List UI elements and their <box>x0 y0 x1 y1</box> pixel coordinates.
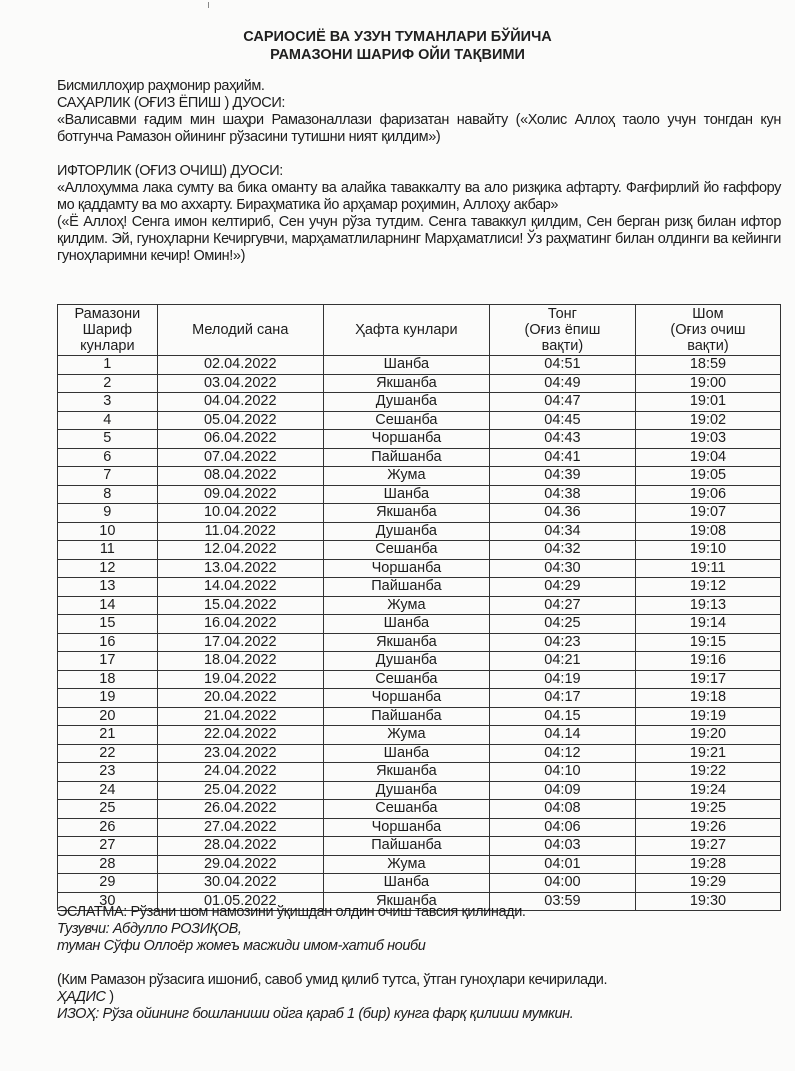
header-line: вақти) <box>687 338 729 354</box>
table-row <box>58 411 781 430</box>
cell-date: 17.04.2022 <box>157 633 323 652</box>
table-row <box>58 541 781 560</box>
cell-date: 26.04.2022 <box>157 800 323 819</box>
cell-weekday: Сешанба <box>323 541 489 560</box>
cell-day-number: 16 <box>58 633 158 652</box>
cell-date: 27.04.2022 <box>157 818 323 837</box>
iftar-section <box>57 163 781 265</box>
iftar-prayer: «Аллоҳумма лака сумту ва бика оманту ва алайка таваккалту ва ало ризқика афтарту. Фағфирлий йо ғаффору мо қаддамту ва мо аххарту. Бираҳматика йо арҳамар роҳимин, Аллоҳу акбар» <box>57 180 781 213</box>
cell-date: 06.04.2022 <box>157 430 323 449</box>
cell-date: 02.04.2022 <box>157 356 323 375</box>
cell-date: 04.04.2022 <box>157 393 323 412</box>
basmala: Бисмиллоҳир раҳмонир раҳийм. <box>57 78 265 94</box>
cell-suhoor-time: 04:32 <box>489 541 635 560</box>
cell-weekday: Сешанба <box>323 411 489 430</box>
cell-iftar-time: 19:05 <box>635 467 780 486</box>
header-line: Шариф <box>82 322 133 338</box>
cell-date: 19.04.2022 <box>157 670 323 689</box>
cell-date: 25.04.2022 <box>157 781 323 800</box>
cell-day-number: 5 <box>58 430 158 449</box>
cell-date: 12.04.2022 <box>157 541 323 560</box>
cell-date: 28.04.2022 <box>157 837 323 856</box>
cell-iftar-time: 19:26 <box>635 818 780 837</box>
header-line: Ҳафта кунлари <box>355 322 458 338</box>
cell-iftar-time: 19:01 <box>635 393 780 412</box>
cell-suhoor-time: 04:51 <box>489 356 635 375</box>
table-row <box>58 374 781 393</box>
header-line: (Оғиз очиш <box>670 322 746 338</box>
cell-weekday: Пайшанба <box>323 578 489 597</box>
cell-day-number: 17 <box>58 652 158 671</box>
header-line: Рамазони <box>74 306 141 322</box>
cell-iftar-time: 19:19 <box>635 707 780 726</box>
suhoor-prayer: «Валисавми ғадим мин шаҳри Рамазоналлази фаризатан навайту («Холис Аллоҳ таоло учун тонгдан кун ботгунча Рамазон ойининг рўзасини тутишни ният қилдим») <box>57 112 781 145</box>
header-line: кунлари <box>80 338 135 354</box>
cell-iftar-time: 19:18 <box>635 689 780 708</box>
cell-day-number: 29 <box>58 874 158 893</box>
cell-suhoor-time: 04:41 <box>489 448 635 467</box>
cell-date: 05.04.2022 <box>157 411 323 430</box>
table-row <box>58 596 781 615</box>
hadith-source <box>57 989 781 1006</box>
table-row <box>58 837 781 856</box>
table-row <box>58 800 781 819</box>
cell-date: 23.04.2022 <box>157 744 323 763</box>
cell-iftar-time: 19:13 <box>635 596 780 615</box>
cell-date: 11.04.2022 <box>157 522 323 541</box>
cell-iftar-time: 19:04 <box>635 448 780 467</box>
cell-suhoor-time: 04:06 <box>489 818 635 837</box>
cell-iftar-time: 19:15 <box>635 633 780 652</box>
cell-date: 13.04.2022 <box>157 559 323 578</box>
iftar-heading: ИФТОРЛИК (ОҒИЗ ОЧИШ) ДУОСИ: <box>57 163 283 179</box>
table-row <box>58 781 781 800</box>
cell-date: 24.04.2022 <box>157 763 323 782</box>
cell-suhoor-time: 04:30 <box>489 559 635 578</box>
compiler-name: Тузувчи: Абдулло РОЗИҚОВ, <box>57 921 242 937</box>
cell-day-number: 20 <box>58 707 158 726</box>
cell-date: 29.04.2022 <box>157 855 323 874</box>
cell-suhoor-time: 04:12 <box>489 744 635 763</box>
table-row <box>58 430 781 449</box>
cell-weekday: Чоршанба <box>323 689 489 708</box>
cell-iftar-time: 19:11 <box>635 559 780 578</box>
cell-weekday: Шанба <box>323 356 489 375</box>
cell-weekday: Шанба <box>323 744 489 763</box>
cell-suhoor-time: 04:34 <box>489 522 635 541</box>
cell-suhoor-time: 04:21 <box>489 652 635 671</box>
cell-suhoor-time: 04:25 <box>489 615 635 634</box>
cell-iftar-time: 19:28 <box>635 855 780 874</box>
cell-weekday: Якшанба <box>323 504 489 523</box>
cell-suhoor-time: 04:09 <box>489 781 635 800</box>
header-line: вақти) <box>541 338 584 354</box>
cell-date: 21.04.2022 <box>157 707 323 726</box>
cell-iftar-time: 19:03 <box>635 430 780 449</box>
header-gregorian-date <box>157 305 323 356</box>
cell-day-number: 9 <box>58 504 158 523</box>
hadith-label: ҲАДИС <box>57 989 106 1005</box>
cell-weekday: Пайшанба <box>323 448 489 467</box>
cell-weekday: Душанба <box>323 393 489 412</box>
cell-day-number: 13 <box>58 578 158 597</box>
cell-weekday: Якшанба <box>323 892 489 911</box>
cell-iftar-time: 19:02 <box>635 411 780 430</box>
ramadan-calendar-table <box>57 304 781 911</box>
cell-iftar-time: 19:20 <box>635 726 780 745</box>
cell-iftar-time: 19:17 <box>635 670 780 689</box>
cell-date: 10.04.2022 <box>157 504 323 523</box>
table-row <box>58 652 781 671</box>
header-dusk-time <box>635 305 780 356</box>
cell-suhoor-time: 04.36 <box>489 504 635 523</box>
cell-iftar-time: 19:27 <box>635 837 780 856</box>
cell-date: 18.04.2022 <box>157 652 323 671</box>
cell-date: 09.04.2022 <box>157 485 323 504</box>
cell-suhoor-time: 04:17 <box>489 689 635 708</box>
cell-day-number: 22 <box>58 744 158 763</box>
table-row <box>58 874 781 893</box>
cell-weekday: Шанба <box>323 874 489 893</box>
header-line: Шом <box>692 306 724 322</box>
cell-day-number: 7 <box>58 467 158 486</box>
table-row <box>58 818 781 837</box>
cell-suhoor-time: 04.14 <box>489 726 635 745</box>
cell-weekday: Шанба <box>323 485 489 504</box>
cell-weekday: Жума <box>323 467 489 486</box>
cell-day-number: 24 <box>58 781 158 800</box>
cell-iftar-time: 19:06 <box>635 485 780 504</box>
cell-day-number: 2 <box>58 374 158 393</box>
title-line-2: РАМАЗОНИ ШАРИФ ОЙИ ТАҚВИМИ <box>270 47 525 63</box>
table-row <box>58 356 781 375</box>
table-row <box>58 467 781 486</box>
cell-suhoor-time: 04:19 <box>489 670 635 689</box>
table-row <box>58 633 781 652</box>
cell-suhoor-time: 04:08 <box>489 800 635 819</box>
title-line-1: САРИОСИЁ ВА УЗУН ТУМАНЛАРИ БЎЙИЧА <box>243 29 552 45</box>
header-line: Тонг <box>547 306 577 322</box>
intro-section <box>57 78 781 146</box>
cell-weekday: Якшанба <box>323 763 489 782</box>
cell-weekday: Якшанба <box>323 374 489 393</box>
cell-weekday: Жума <box>323 726 489 745</box>
cell-weekday: Якшанба <box>323 633 489 652</box>
cell-date: 30.04.2022 <box>157 874 323 893</box>
cell-iftar-time: 19:10 <box>635 541 780 560</box>
header-weekday <box>323 305 489 356</box>
cell-weekday: Душанба <box>323 781 489 800</box>
cell-iftar-time: 19:12 <box>635 578 780 597</box>
cell-day-number: 30 <box>58 892 158 911</box>
compiler-position: туман Сўфи Оллоёр жомеъ масжиди имом-хатиб ноиби <box>57 938 426 954</box>
cell-date: 15.04.2022 <box>157 596 323 615</box>
cell-iftar-time: 19:08 <box>635 522 780 541</box>
cell-day-number: 15 <box>58 615 158 634</box>
cell-suhoor-time: 04:47 <box>489 393 635 412</box>
cell-iftar-time: 19:24 <box>635 781 780 800</box>
table-row <box>58 707 781 726</box>
cell-suhoor-time: 04:38 <box>489 485 635 504</box>
cell-day-number: 3 <box>58 393 158 412</box>
table-row <box>58 726 781 745</box>
cell-iftar-time: 19:30 <box>635 892 780 911</box>
cell-day-number: 12 <box>58 559 158 578</box>
table-row <box>58 393 781 412</box>
suhoor-heading: САҲАРЛИК (ОҒИЗ ЁПИШ ) ДУОСИ: <box>57 95 286 111</box>
cell-weekday: Сешанба <box>323 800 489 819</box>
cell-weekday: Шанба <box>323 615 489 634</box>
table-row <box>58 855 781 874</box>
scan-mark <box>208 2 209 8</box>
table-header-row <box>58 305 781 356</box>
cell-iftar-time: 19:29 <box>635 874 780 893</box>
cell-suhoor-time: 04:45 <box>489 411 635 430</box>
notes-section <box>57 904 781 1023</box>
cell-date: 01.05.2022 <box>157 892 323 911</box>
cell-day-number: 11 <box>58 541 158 560</box>
cell-iftar-time: 19:25 <box>635 800 780 819</box>
cell-day-number: 10 <box>58 522 158 541</box>
cell-date: 22.04.2022 <box>157 726 323 745</box>
cell-date: 07.04.2022 <box>157 448 323 467</box>
cell-day-number: 6 <box>58 448 158 467</box>
cell-weekday: Пайшанба <box>323 707 489 726</box>
table-row <box>58 448 781 467</box>
cell-day-number: 25 <box>58 800 158 819</box>
cell-suhoor-time: 04:01 <box>489 855 635 874</box>
cell-suhoor-time: 04:27 <box>489 596 635 615</box>
cell-day-number: 19 <box>58 689 158 708</box>
cell-date: 20.04.2022 <box>157 689 323 708</box>
cell-day-number: 4 <box>58 411 158 430</box>
hadith-close: ) <box>109 989 114 1005</box>
cell-day-number: 8 <box>58 485 158 504</box>
cell-date: 03.04.2022 <box>157 374 323 393</box>
header-ramadan-day <box>58 305 158 356</box>
clarification-note: ИЗОҲ: Рўза ойининг бошланиши ойга қараб 1 (бир) кунга фарқ қилиши мумкин. <box>57 1006 574 1022</box>
cell-iftar-time: 19:07 <box>635 504 780 523</box>
table-row <box>58 670 781 689</box>
header-line: Мелодий сана <box>192 322 289 338</box>
cell-suhoor-time: 04:49 <box>489 374 635 393</box>
table-body <box>58 356 781 911</box>
table-row <box>58 504 781 523</box>
header-dawn-time <box>489 305 635 356</box>
cell-weekday: Душанба <box>323 522 489 541</box>
cell-suhoor-time: 04:39 <box>489 467 635 486</box>
cell-day-number: 26 <box>58 818 158 837</box>
cell-suhoor-time: 04:10 <box>489 763 635 782</box>
reminder-note: ЭСЛАТМА: Рўзани шом намозини ўқишдан олдин очиш тавсия қилинади. <box>57 904 526 920</box>
table-row <box>58 485 781 504</box>
cell-suhoor-time: 04:23 <box>489 633 635 652</box>
cell-iftar-time: 19:16 <box>635 652 780 671</box>
cell-weekday: Душанба <box>323 652 489 671</box>
cell-day-number: 1 <box>58 356 158 375</box>
cell-weekday: Жума <box>323 855 489 874</box>
cell-day-number: 28 <box>58 855 158 874</box>
table-row <box>58 578 781 597</box>
cell-suhoor-time: 04:00 <box>489 874 635 893</box>
document-title <box>0 28 795 64</box>
header-line: (Оғиз ёпиш <box>524 322 601 338</box>
table-row <box>58 615 781 634</box>
cell-day-number: 14 <box>58 596 158 615</box>
cell-day-number: 27 <box>58 837 158 856</box>
cell-weekday: Чоршанба <box>323 430 489 449</box>
cell-date: 14.04.2022 <box>157 578 323 597</box>
iftar-translation: («Ё Аллоҳ! Сенга имон келтириб, Сен учун рўза тутдим. Сенга таваккул қилдим, Сен берган ризқ билан ифтор қилдим. Эй, гуноҳларни Кечиргувчи, марҳаматлиларнинг Марҳаматлиси! Ўз раҳматинг билан олдинги ва кейинги гуноҳларимни кечир! Омин!») <box>57 214 781 264</box>
cell-iftar-time: 19:21 <box>635 744 780 763</box>
cell-day-number: 23 <box>58 763 158 782</box>
cell-iftar-time: 19:00 <box>635 374 780 393</box>
cell-weekday: Жума <box>323 596 489 615</box>
hadith-text: (Ким Рамазон рўзасига ишониб, савоб умид қилиб тутса, ўтган гуноҳлари кечирилади. <box>57 972 608 988</box>
table-row <box>58 689 781 708</box>
cell-suhoor-time: 04.15 <box>489 707 635 726</box>
cell-weekday: Сешанба <box>323 670 489 689</box>
cell-suhoor-time: 04:43 <box>489 430 635 449</box>
table-row <box>58 763 781 782</box>
cell-iftar-time: 19:14 <box>635 615 780 634</box>
cell-suhoor-time: 04:29 <box>489 578 635 597</box>
cell-suhoor-time: 04:03 <box>489 837 635 856</box>
cell-suhoor-time: 03:59 <box>489 892 635 911</box>
cell-day-number: 21 <box>58 726 158 745</box>
cell-iftar-time: 18:59 <box>635 356 780 375</box>
cell-iftar-time: 19:22 <box>635 763 780 782</box>
table-row <box>58 744 781 763</box>
cell-weekday: Чоршанба <box>323 818 489 837</box>
cell-day-number: 18 <box>58 670 158 689</box>
cell-date: 16.04.2022 <box>157 615 323 634</box>
cell-date: 08.04.2022 <box>157 467 323 486</box>
table-row <box>58 522 781 541</box>
cell-weekday: Пайшанба <box>323 837 489 856</box>
cell-weekday: Чоршанба <box>323 559 489 578</box>
table-row <box>58 559 781 578</box>
